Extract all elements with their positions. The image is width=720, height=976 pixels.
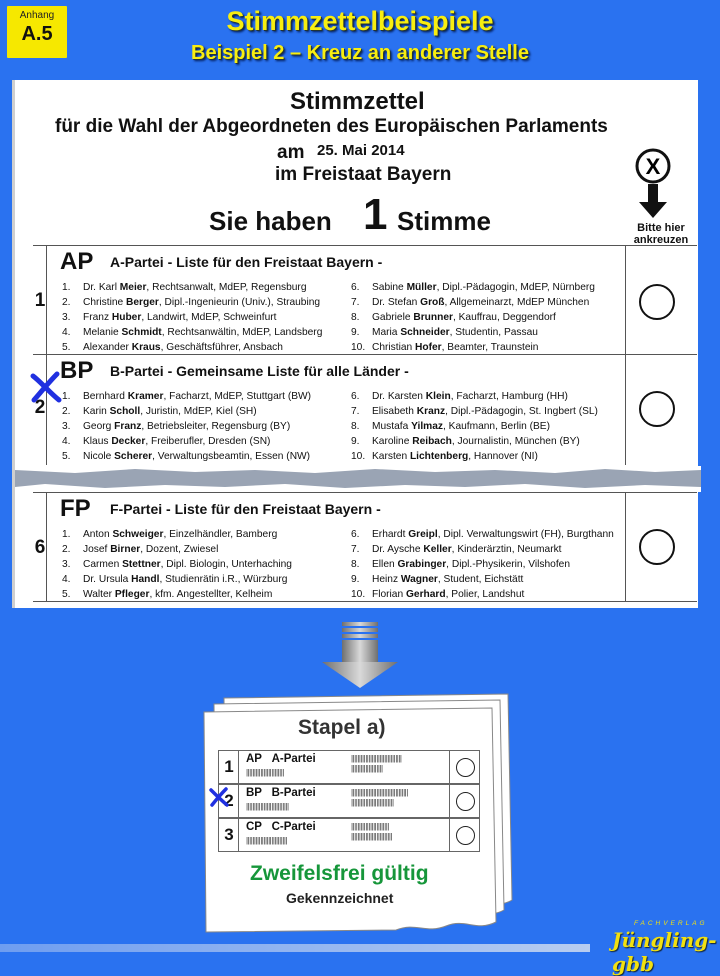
vote-circle[interactable]	[456, 758, 475, 777]
party-name: B-Partei	[271, 787, 316, 799]
candidate-details: , Allgemeinarzt, MdEP München	[444, 297, 590, 308]
candidate-first-name: Elisabeth	[372, 406, 417, 417]
candidate-entry	[62, 419, 352, 434]
publisher-logo: Jüngling-gbb	[612, 928, 717, 976]
candidate-first-name: Karoline	[372, 436, 413, 447]
candidate-last-name: Decker	[111, 436, 146, 447]
candidate-entry	[351, 449, 643, 464]
candidate-details: , Betriebsleiter, Regensburg (BY)	[141, 421, 291, 432]
candidate-last-name: Scholl	[109, 406, 141, 417]
candidate-entry	[351, 542, 643, 557]
candidate-first-name: Dr. Karl	[83, 282, 120, 293]
candidate-entry	[62, 542, 352, 557]
candidate-details: , Freiberufler, Dresden (SN)	[145, 436, 271, 447]
candidate-entry	[351, 325, 643, 340]
candidate-index: 4.	[62, 436, 71, 447]
candidate-entry	[351, 389, 643, 404]
candidate-first-name: Karin	[83, 406, 110, 417]
candidate-first-name: Dr. Ursula	[83, 574, 132, 585]
candidate-last-name: Greipl	[408, 529, 438, 540]
appendix-number: A.5	[21, 23, 53, 45]
candidate-last-name: Groß	[420, 297, 445, 308]
candidate-index: 2.	[62, 544, 71, 555]
party-number: 2	[224, 791, 234, 810]
candidate-list-right	[351, 389, 643, 464]
party-row-bp	[33, 355, 697, 465]
candidate-list-right	[351, 280, 643, 355]
candidate-entry	[351, 295, 643, 310]
candidate-last-name: Yilmaz	[411, 421, 443, 432]
candidate-details: , Facharzt, MdEP, Stuttgart (BW)	[163, 391, 312, 402]
candidate-index: 7.	[351, 544, 360, 555]
ballot-am-label: am	[277, 142, 305, 163]
candidate-last-name: Brunner	[413, 312, 453, 323]
candidate-first-name: Maria	[372, 327, 401, 338]
candidate-entry	[351, 587, 643, 602]
x-symbol: X	[645, 154, 661, 179]
candidate-entry	[62, 557, 352, 572]
stacked-ballot	[206, 704, 504, 922]
candidate-first-name: Gabriele	[372, 312, 414, 323]
candidate-details: , Geschäftsführer, Ansbach	[160, 342, 283, 353]
party-name: A-Partei - Liste für den Freistaat Bayern -	[110, 254, 383, 270]
party-number: 3	[224, 825, 234, 844]
candidate-index: 5.	[62, 589, 71, 600]
candidate-index: 1.	[62, 282, 71, 293]
candidate-first-name: Christian	[372, 342, 416, 353]
ballot-title: Stimmzettel	[290, 88, 425, 115]
candidate-entry	[351, 404, 643, 419]
party-abbreviation: BP	[246, 787, 262, 799]
candidate-first-name: Bernhard	[83, 391, 128, 402]
candidate-entry	[351, 419, 643, 434]
candidate-index: 7.	[351, 297, 360, 308]
candidate-index: 8.	[351, 421, 360, 432]
candidate-details: , Dipl.-Physikerin, Vilshofen	[446, 559, 570, 570]
candidate-details: , Studentin, Passau	[449, 327, 538, 338]
candidate-index: 6.	[351, 282, 360, 293]
stack-row-ap	[218, 750, 480, 784]
candidate-first-name: Georg	[83, 421, 115, 432]
candidate-details: , Dipl. Biologin, Unterhaching	[160, 559, 292, 570]
placeholder-lines: ||||||||||||||||||||||||	[246, 768, 284, 777]
footer-stripe	[0, 944, 590, 952]
candidate-first-name: Florian	[372, 589, 406, 600]
appendix-label: Anhang	[19, 10, 55, 21]
candidate-index: 9.	[351, 327, 360, 338]
candidate-details: , kfm. Angestellter, Kelheim	[149, 589, 273, 600]
candidate-first-name: Erhardt	[372, 529, 409, 540]
party-row-fp	[33, 493, 697, 601]
candidate-list-left	[62, 280, 352, 355]
placeholder-lines: |||||||||||||||||||||||||||||||||||| |||||||||||||||||||||||||||	[351, 788, 408, 807]
candidate-first-name: Christine	[83, 297, 127, 308]
candidate-index: 9.	[351, 436, 360, 447]
candidate-last-name: Müller	[406, 282, 437, 293]
candidate-first-name: Nicole	[83, 451, 115, 462]
votes-count: 1	[363, 190, 388, 239]
candidate-index: 3.	[62, 312, 71, 323]
candidate-entry	[351, 340, 643, 355]
candidate-first-name: Ellen	[372, 559, 398, 570]
candidate-last-name: Meier	[119, 282, 147, 293]
candidate-entry	[351, 527, 643, 542]
candidate-details: , Beamter, Traunstein	[441, 342, 539, 353]
party-name: C-Partei	[271, 821, 316, 833]
party-abbreviation: AP	[60, 248, 94, 275]
candidate-entry	[62, 340, 352, 355]
candidate-index: 3.	[62, 421, 71, 432]
row-number-cell	[219, 751, 239, 783]
vote-circle[interactable]	[456, 792, 475, 811]
candidate-index: 10.	[351, 342, 366, 353]
candidate-entry	[62, 527, 352, 542]
party-label	[246, 753, 316, 765]
candidate-index: 10.	[351, 589, 366, 600]
arrow-down-icon	[318, 622, 402, 690]
party-abbreviation: CP	[246, 821, 262, 833]
candidate-first-name: Mustafa	[372, 421, 412, 432]
row-number-cell	[219, 819, 239, 851]
candidate-entry	[62, 587, 352, 602]
candidate-index: 8.	[351, 312, 360, 323]
vote-cell	[625, 493, 695, 601]
party-label	[246, 787, 316, 799]
candidate-last-name: Scherer	[114, 451, 153, 462]
candidate-first-name: Karsten	[372, 451, 410, 462]
ballot-state-line: im Freistaat Bayern	[275, 164, 452, 185]
candidate-entry	[351, 557, 643, 572]
party-abbreviation: FP	[60, 495, 91, 522]
votes-suffix: Stimme	[397, 206, 491, 236]
candidate-entry	[351, 280, 643, 295]
vote-cell	[625, 355, 695, 465]
candidate-details: , Kaufmann, Berlin (BE)	[442, 421, 550, 432]
candidate-index: 6.	[351, 529, 360, 540]
party-name: B-Partei - Gemeinsame Liste für alle Länder -	[110, 363, 409, 379]
vote-cell	[625, 246, 695, 354]
result-marked-label: Gekennzeichnet	[286, 890, 394, 906]
candidate-details: , Kauffrau, Deggendorf	[452, 312, 556, 323]
candidate-index: 3.	[62, 559, 71, 570]
candidate-entry	[62, 280, 352, 295]
candidate-details: , Dipl.-Pädagogin, MdEP, Nürnberg	[436, 282, 595, 293]
candidate-details: , Journalistin, München (BY)	[451, 436, 580, 447]
candidate-last-name: Schmidt	[121, 327, 162, 338]
candidate-first-name: Klaus	[83, 436, 112, 447]
candidate-first-name: Dr. Stefan	[372, 297, 421, 308]
candidate-last-name: Huber	[111, 312, 142, 323]
party-abbreviation: BP	[60, 357, 94, 384]
candidate-first-name: Melanie	[83, 327, 122, 338]
stack-title: Stapel a)	[298, 716, 386, 739]
candidate-entry	[62, 434, 352, 449]
candidate-last-name: Birner	[110, 544, 141, 555]
candidate-last-name: Grabinger	[397, 559, 447, 570]
vote-cell	[449, 751, 481, 783]
candidate-last-name: Lichtenberg	[409, 451, 469, 462]
candidate-index: 7.	[351, 406, 360, 417]
candidate-details: , Facharzt, Hamburg (HH)	[450, 391, 568, 402]
candidate-last-name: Pfleger	[114, 589, 150, 600]
candidate-index: 10.	[351, 451, 366, 462]
candidate-list-left	[62, 527, 352, 602]
candidate-last-name: Kramer	[127, 391, 164, 402]
party-label	[246, 821, 316, 833]
party-number: 1	[34, 290, 46, 311]
candidate-entry	[351, 310, 643, 325]
candidate-entry	[62, 572, 352, 587]
candidate-last-name: Schweiger	[112, 529, 164, 540]
cross-mark-icon	[208, 786, 230, 808]
candidate-list-right	[351, 527, 643, 602]
candidate-index: 5.	[62, 451, 71, 462]
candidate-details: , Dipl.-Pädagogin, St. Ingbert (SL)	[445, 406, 598, 417]
candidate-first-name: Josef	[83, 544, 111, 555]
candidate-details: , Dozent, Zwiesel	[140, 544, 219, 555]
party-number: 6	[34, 537, 46, 558]
row-number-cell	[33, 246, 47, 354]
torn-paper-gap	[15, 466, 701, 492]
candidate-index: 4.	[62, 574, 71, 585]
candidate-first-name: Heinz	[372, 574, 401, 585]
stack-row-cp	[218, 818, 480, 852]
candidate-index: 9.	[351, 574, 360, 585]
candidate-details: , Rechtsanwalt, MdEP, Regensburg	[146, 282, 307, 293]
candidate-first-name: Dr. Karsten	[372, 391, 426, 402]
ballot-sheet	[12, 80, 698, 608]
candidate-first-name: Carmen	[83, 559, 123, 570]
candidate-last-name: Handl	[131, 574, 160, 585]
candidate-first-name: Dr. Aysche	[372, 544, 424, 555]
candidate-last-name: Keller	[423, 544, 452, 555]
candidate-last-name: Kraus	[131, 342, 161, 353]
candidate-index: 6.	[351, 391, 360, 402]
publisher-tagline: FACHVERLAG	[634, 920, 708, 927]
placeholder-lines: |||||||||||||||||||||||||||||||| ||||||||||||||||||||	[351, 754, 402, 773]
placeholder-lines: ||||||||||||||||||||||||||	[246, 836, 288, 845]
slide-header	[0, 0, 720, 80]
votes-prefix: Sie haben	[209, 206, 332, 236]
candidate-list-left	[62, 389, 352, 464]
placeholder-lines: |||||||||||||||||||||||||||	[246, 802, 289, 811]
vote-circle[interactable]	[639, 529, 675, 565]
candidate-index: 1.	[62, 391, 71, 402]
candidate-index: 1.	[62, 529, 71, 540]
party-row-ap	[33, 246, 697, 354]
candidate-details: , Verwaltungsbeamtin, Essen (NW)	[152, 451, 311, 462]
candidate-last-name: Kranz	[416, 406, 446, 417]
candidate-details: , Landwirt, MdEP, Schweinfurt	[141, 312, 277, 323]
candidate-index: 2.	[62, 406, 71, 417]
mark-here-hint	[623, 222, 699, 246]
candidate-entry	[62, 295, 352, 310]
candidate-last-name: Franz	[114, 421, 142, 432]
vote-circle[interactable]	[456, 826, 475, 845]
vote-circle[interactable]	[639, 284, 675, 320]
vote-cell	[449, 819, 481, 851]
candidate-last-name: Reibach	[412, 436, 452, 447]
candidate-details: , Hannover (NI)	[468, 451, 538, 462]
candidate-entry	[62, 449, 352, 464]
candidate-last-name: Berger	[126, 297, 159, 308]
party-number: 1	[224, 757, 234, 776]
stack-row-bp	[218, 784, 480, 818]
candidate-first-name: Alexander	[83, 342, 132, 353]
vote-circle[interactable]	[639, 391, 675, 427]
candidate-entry	[62, 325, 352, 340]
page-title: Stimmzettelbeispiele	[226, 6, 494, 36]
candidate-details: , Rechtsanwältin, MdEP, Landsberg	[161, 327, 323, 338]
candidate-first-name: Anton	[83, 529, 113, 540]
candidate-last-name: Stettner	[122, 559, 161, 570]
candidate-index: 8.	[351, 559, 360, 570]
hint-line-1: Bitte hier	[637, 222, 685, 234]
candidate-details: , Student, Eichstätt	[437, 574, 524, 585]
candidate-details: , Studienrätin i.R., Würzburg	[159, 574, 288, 585]
candidate-first-name: Franz	[83, 312, 112, 323]
candidate-entry	[62, 389, 352, 404]
party-name: F-Partei - Liste für den Freistaat Bayern -	[110, 501, 381, 517]
ballot-election-line: für die Wahl der Abgeordneten des Europäischen Parlaments	[55, 116, 608, 137]
candidate-details: , Kinderärztin, Neumarkt	[451, 544, 562, 555]
candidate-details: , Dipl.-Ingenieurin (Univ.), Straubing	[158, 297, 321, 308]
x-in-circle-icon	[629, 148, 693, 224]
candidate-last-name: Klein	[425, 391, 451, 402]
candidate-details: , Dipl. Verwaltungswirt (FH), Burgthann	[437, 529, 614, 540]
candidate-details: , Juristin, MdEP, Kiel (SH)	[140, 406, 257, 417]
candidate-entry	[62, 310, 352, 325]
candidate-details: , Einzelhändler, Bamberg	[163, 529, 278, 540]
party-number: 2	[34, 397, 46, 418]
ballot-date: 25. Mai 2014	[317, 142, 405, 159]
candidate-entry	[351, 434, 643, 449]
row-number-cell	[33, 493, 47, 601]
candidate-entry	[351, 572, 643, 587]
party-abbreviation: AP	[246, 753, 262, 765]
candidate-first-name: Walter	[83, 589, 115, 600]
vote-cell	[449, 785, 481, 817]
candidate-index: 5.	[62, 342, 71, 353]
candidate-details: , Polier, Landshut	[445, 589, 525, 600]
result-valid-label: Zweifelsfrei gültig	[250, 862, 429, 885]
placeholder-lines: |||||||||||||||||||||||| ||||||||||||||||||||||||||	[351, 822, 393, 841]
candidate-last-name: Wagner	[400, 574, 438, 585]
candidate-last-name: Schneider	[400, 327, 450, 338]
party-name: A-Partei	[271, 753, 316, 765]
page-subtitle: Beispiel 2 – Kreuz an anderer Stelle	[191, 42, 529, 64]
candidate-first-name: Sabine	[372, 282, 407, 293]
candidate-last-name: Gerhard	[405, 589, 446, 600]
candidate-index: 2.	[62, 297, 71, 308]
candidate-last-name: Hofer	[415, 342, 442, 353]
cross-mark-icon	[29, 370, 63, 404]
row-divider	[33, 601, 697, 602]
candidate-index: 4.	[62, 327, 71, 338]
hint-line-2: ankreuzen	[633, 234, 689, 246]
candidate-entry	[62, 404, 352, 419]
